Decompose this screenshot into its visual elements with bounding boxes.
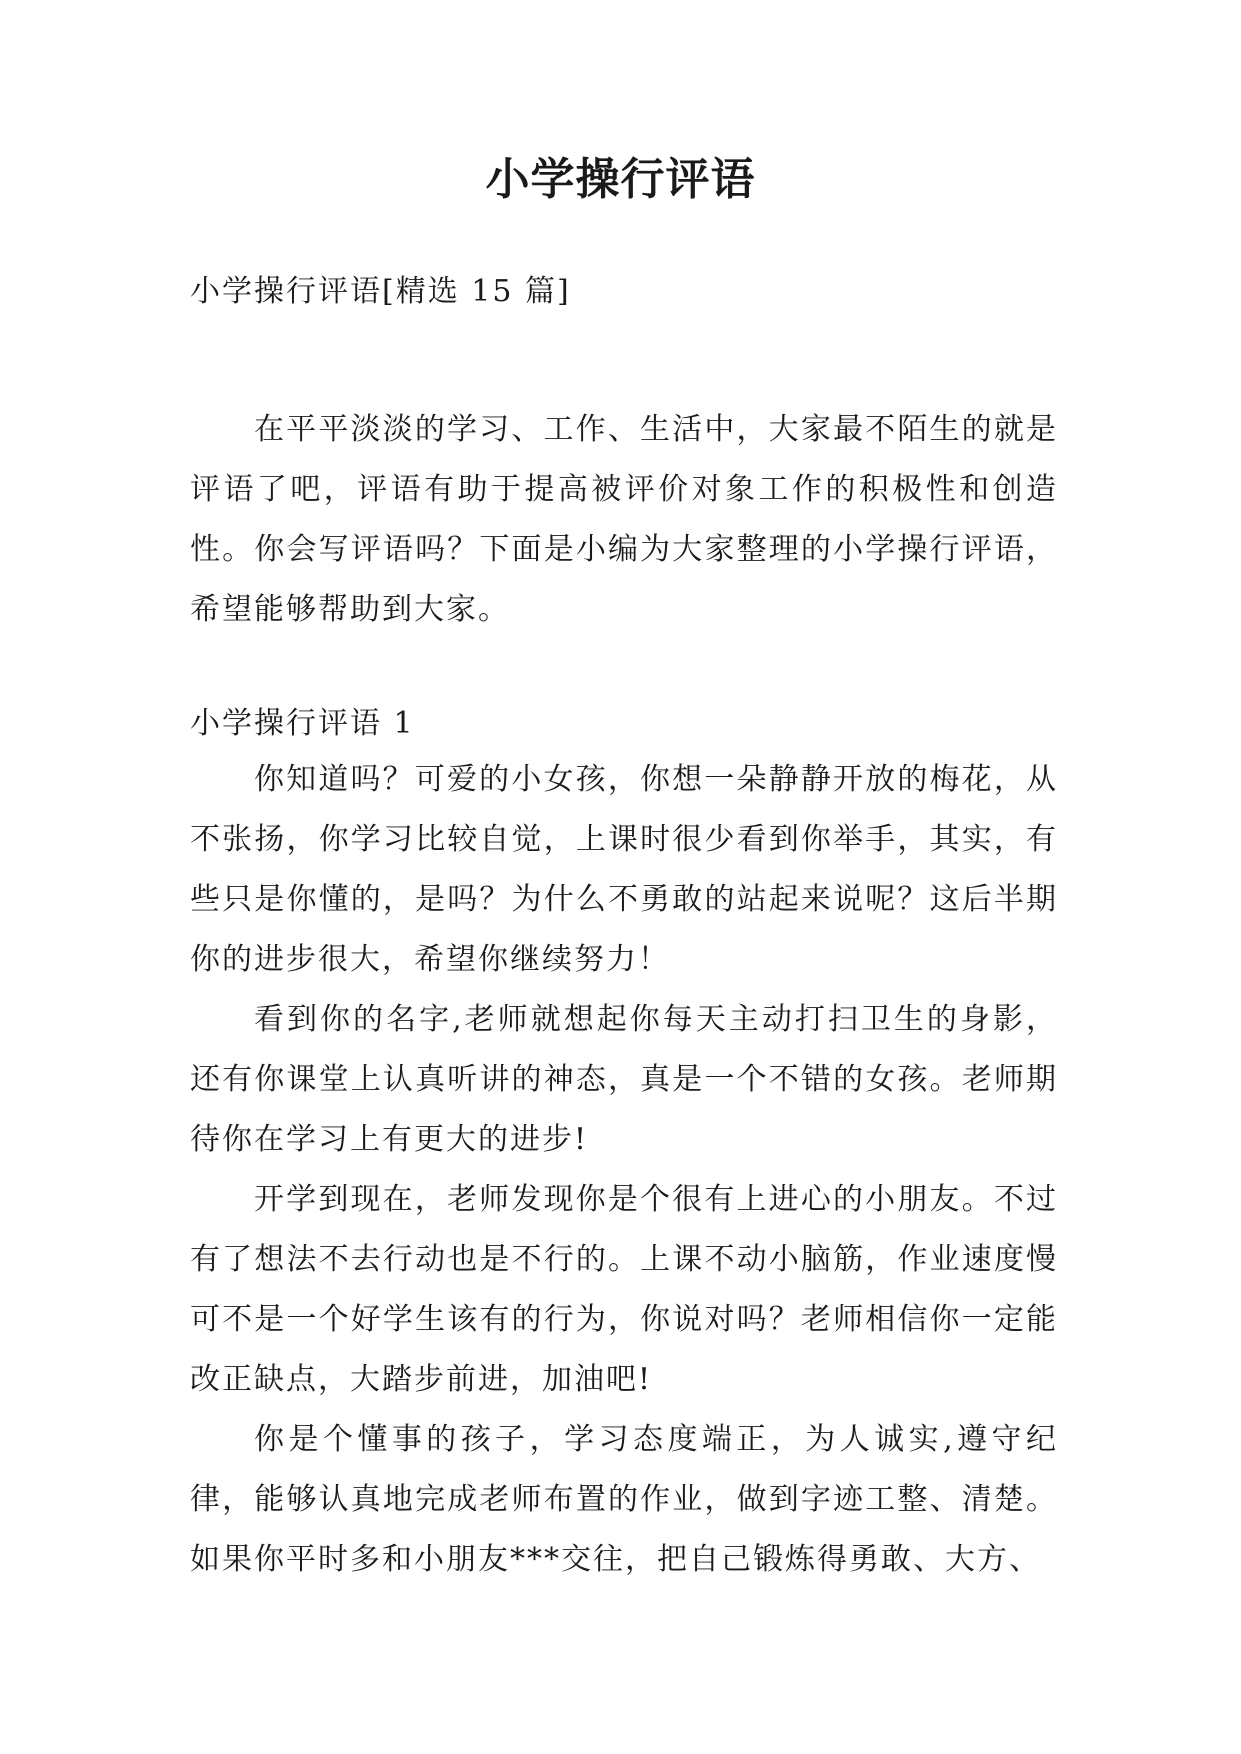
- comment-paragraph-4: 你是个懂事的孩子，学习态度端正，为人诚实,遵守纪律，能够认真地完成老师布置的作业，做到字迹工整、清楚。如果你平时多和小朋友***交往，把自己锻炼得勇敢、大方、: [190, 1422, 1058, 1577]
- intro-text: 在平平淡淡的学习、工作、生活中，大家最不陌生的就是评语了吧，评语有助于提高被评价对象工作的积极性和创造性。你会写评语吗？下面是小编为大家整理的小学操行评语，希望能够帮助到大家。: [190, 412, 1058, 627]
- comment-list: [190, 750, 1058, 1590]
- comment-paragraph-1: 你知道吗？可爱的小女孩，你想一朵静静开放的梅花，从不张扬，你学习比较自觉，上课时很少看到你举手，其实，有些只是你懂的，是吗？为什么不勇敢的站起来说呢？这后半期你的进步很大，希望你继续努力！: [190, 762, 1058, 977]
- document-subtitle: 小学操行评语[精选 15 篇]: [190, 274, 571, 309]
- intro-paragraph: [190, 400, 1058, 640]
- document-title: 小学操行评语: [485, 154, 756, 205]
- section-heading: 小学操行评语 1: [190, 706, 415, 741]
- comment-paragraph-3: 开学到现在，老师发现你是个很有上进心的小朋友。不过有了想法不去行动也是不行的。上课不动小脑筋，作业速度慢可不是一个好学生该有的行为，你说对吗？老师相信你一定能改正缺点，大踏步前进，加油吧!: [190, 1182, 1058, 1397]
- comment-paragraph-2: 看到你的名字,老师就想起你每天主动打扫卫生的身影，还有你课堂上认真听讲的神态，真是一个不错的女孩。老师期待你在学习上有更大的进步!: [190, 1002, 1058, 1157]
